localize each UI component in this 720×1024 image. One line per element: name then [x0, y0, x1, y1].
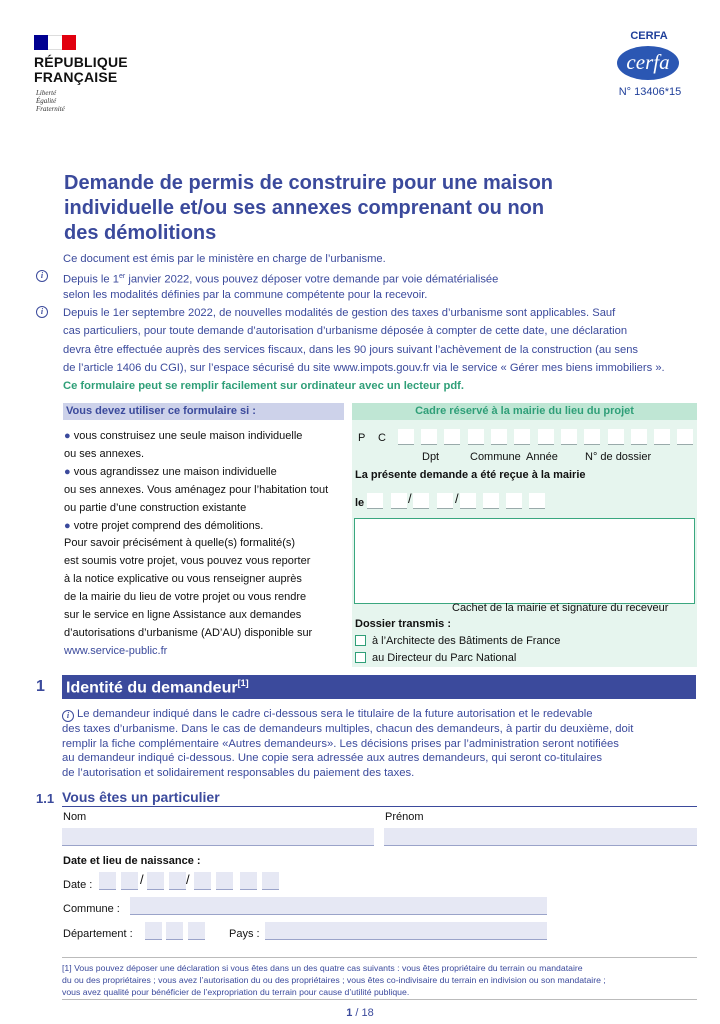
received-date-cell [437, 493, 453, 509]
intro-line: Ce document est émis par le ministère en charge de l’urbanisme. [63, 253, 386, 265]
pays-label: Pays : [229, 928, 260, 940]
dossier-number-cell [398, 429, 414, 445]
departement-cell[interactable] [145, 922, 162, 940]
subsection-divider [62, 806, 697, 807]
dossier-number-cell [631, 429, 647, 445]
nom-input[interactable] [62, 828, 374, 846]
use-box-line: sur le service en ligne Assistance aux demandes [64, 609, 302, 622]
dossier-number-cell [468, 429, 484, 445]
intro-info-1-line2: selon les modalités définies par la commune compétente pour la recevoir. [63, 289, 428, 301]
received-date-cell [413, 493, 429, 509]
reserved-box-heading: Cadre réservé à la mairie du lieu du projet [352, 403, 697, 420]
use-box-heading: Vous devez utiliser ce formulaire si : [63, 403, 344, 420]
use-box-line: ou partie d’une construction existante [64, 501, 247, 514]
dossier-number-cell [538, 429, 554, 445]
pdf-note: Ce formulaire peut se remplir facilement sur ordinateur avec un lecteur pdf. [63, 380, 464, 392]
pc-letter-c: C [378, 432, 386, 444]
demandeur-text: i Le demandeur indiqué dans le cadre ci-dessous sera le titulaire de la future autorisation et le redevable des taxes d’urbanisme. Dans le cas de demandeurs multiples, chacun des demandeurs, à partir du deuxième, doit remplir la fiche complémentaire «Autres demandeurs». Les décisions prises par l’administration seront notifiées au demandeur indiqué ci-dessous. Une copie sera adressée aux autres demandeurs, qui seront co-titulaires de l’autorisation et solidairement responsables du paiement des taxes. [62, 708, 634, 779]
birth-date-cell[interactable] [262, 872, 279, 890]
footnote: [1] Vous pouvez déposer une déclaration si vous êtes dans un des quatre cas suivants : vous êtes propriétaire du terrain ou mandataire du ou des propriétaires ; vous avez l’autorisation du ou des propriétaires ; vous êtes co-indivisaire du terrain en indivision ou son mandataire ; vous avez qualité pour bénéficier de l’expropriation du terrain pour cause d’utilité publique. [62, 963, 606, 997]
birth-date-cell[interactable] [99, 872, 116, 890]
use-box-line: ● vous construisez une seule maison individuelle [64, 430, 303, 442]
abf-label: à l’Architecte des Bâtiments de France [372, 635, 561, 647]
label-commune: Commune [470, 451, 521, 463]
departement-label: Département : [63, 928, 133, 940]
received-date-cell [529, 493, 545, 509]
use-box-line: ● vous agrandissez une maison individuelle [64, 465, 277, 478]
nom-label: Nom [63, 811, 87, 823]
info-icon: i [36, 270, 48, 282]
use-box-line: www.service-public.fr [64, 644, 168, 657]
received-date-cell [506, 493, 522, 509]
commune-input[interactable] [130, 897, 547, 915]
departement-cell[interactable] [188, 922, 205, 940]
birth-date-cell[interactable] [216, 872, 233, 890]
date-label: Date : [63, 879, 93, 891]
date-separator: / [186, 872, 190, 887]
pc-letter-p: P [358, 432, 366, 444]
birth-date-cell[interactable] [240, 872, 257, 890]
dossier-transmis-label: Dossier transmis : [355, 618, 451, 630]
prenom-input[interactable] [384, 828, 697, 846]
dossier-number-cell [491, 429, 507, 445]
stamp-area [354, 518, 695, 604]
dossier-number-cell [421, 429, 437, 445]
received-label: La présente demande a été reçue à la mairie [355, 469, 586, 481]
reserved-box [352, 403, 697, 667]
dossier-number-cell [677, 429, 693, 445]
received-date-label: le [355, 497, 365, 509]
bullet-icon: ● [64, 430, 74, 442]
abf-checkbox[interactable] [355, 635, 366, 646]
cerfa-logo: cerfa [617, 46, 679, 80]
intro-info-2: Depuis le 1er septembre 2022, de nouvelles modalités de gestion des taxes d’urbanisme sont applicables. Sauf cas particuliers, pour toute demande d’autorisation d’urbanisme déposée à compter de cette date, une déclaration devra être effectuée auprès des services fiscaux, dans les 90 jours suivant l’achèvement de la construction (au sens de l’article 1406 du CGI), sur l’espace sécurisé du site www.impots.gouv.fr via le service « Gérer mes biens immobiliers ». [63, 307, 665, 374]
info-icon: i [36, 306, 48, 318]
parc-national-label: au Directeur du Parc National [372, 652, 517, 664]
commune-label: Commune : [63, 903, 120, 915]
prenom-label: Prénom [385, 811, 424, 823]
section-title-bar: Identité du demandeur[1] [62, 675, 696, 699]
use-box-line: ou ses annexes. [64, 447, 145, 460]
departement-cell[interactable] [166, 922, 183, 940]
stamp-caption: Cachet de la mairie et signature du receveur [452, 602, 669, 614]
subsection-title: Vous êtes un particulier [62, 789, 220, 805]
french-flag-icon [34, 35, 76, 50]
bullet-icon: ● [64, 465, 74, 478]
birth-date-cell[interactable] [194, 872, 211, 890]
use-box-line: de la mairie du lieu de votre projet ou vous rendre [64, 591, 307, 604]
received-date-cell [460, 493, 476, 509]
birth-date-cell[interactable] [121, 872, 138, 890]
date-separator: / [408, 491, 412, 506]
label-dossier: N° de dossier [585, 451, 652, 463]
use-box-line: à la notice explicative ou vous renseigner auprès [64, 573, 302, 586]
received-date-cell [483, 493, 499, 509]
footnote-divider [62, 957, 697, 958]
pays-input[interactable] [265, 922, 547, 940]
form-title: Demande de permis de construire pour une maison individuelle et/ou ses annexes comprenant ou non des démolitions [64, 172, 554, 244]
parc-national-checkbox[interactable] [355, 652, 366, 663]
republique-francaise-logo: RÉPUBLIQUE FRANÇAISE [34, 54, 128, 85]
label-annee: Année [526, 451, 558, 463]
cerfa-number: N° 13406*15 [618, 86, 682, 98]
birth-label: Date et lieu de naissance : [63, 855, 201, 867]
use-box-line: Pour savoir précisément à quelle(s) formalité(s) [64, 537, 296, 550]
received-date-cell [367, 493, 383, 509]
use-box-text [64, 428, 348, 661]
cerfa-label: CERFA [630, 30, 668, 42]
info-icon: i [62, 710, 74, 722]
use-box-line: d’autorisations d’urbanisme (AD’AU) disponible sur [64, 626, 313, 639]
date-separator: / [140, 872, 144, 887]
use-box-line: ou ses annexes. Vous aménagez pour l’habitation tout [64, 483, 329, 496]
bullet-icon: ● [64, 519, 74, 532]
date-separator: / [455, 491, 459, 506]
dossier-number-cell [561, 429, 577, 445]
motto: Liberté Égalité Fraternité [36, 89, 65, 113]
received-date-cell [391, 493, 407, 509]
subsection-number: 1.1 [36, 791, 55, 806]
dossier-number-cell [514, 429, 530, 445]
dossier-number-cell [444, 429, 460, 445]
dossier-number-cell [608, 429, 624, 445]
dossier-number-cell [584, 429, 600, 445]
use-box-line: ● votre projet comprend des démolitions. [64, 519, 264, 532]
footer-divider [62, 999, 697, 1000]
intro-info-1: Depuis le 1er janvier 2022, vous pouvez déposer votre demande par voie dématérialisée [63, 273, 499, 286]
birth-date-cell[interactable] [147, 872, 164, 890]
section-number: 1 [36, 678, 45, 695]
birth-date-cell[interactable] [169, 872, 186, 890]
dossier-number-cell [654, 429, 670, 445]
label-dpt: Dpt [422, 451, 440, 463]
use-box-line: est soumis votre projet, vous pouvez vous reporter [64, 555, 311, 568]
page-number: 1 / 18 [346, 1007, 374, 1019]
